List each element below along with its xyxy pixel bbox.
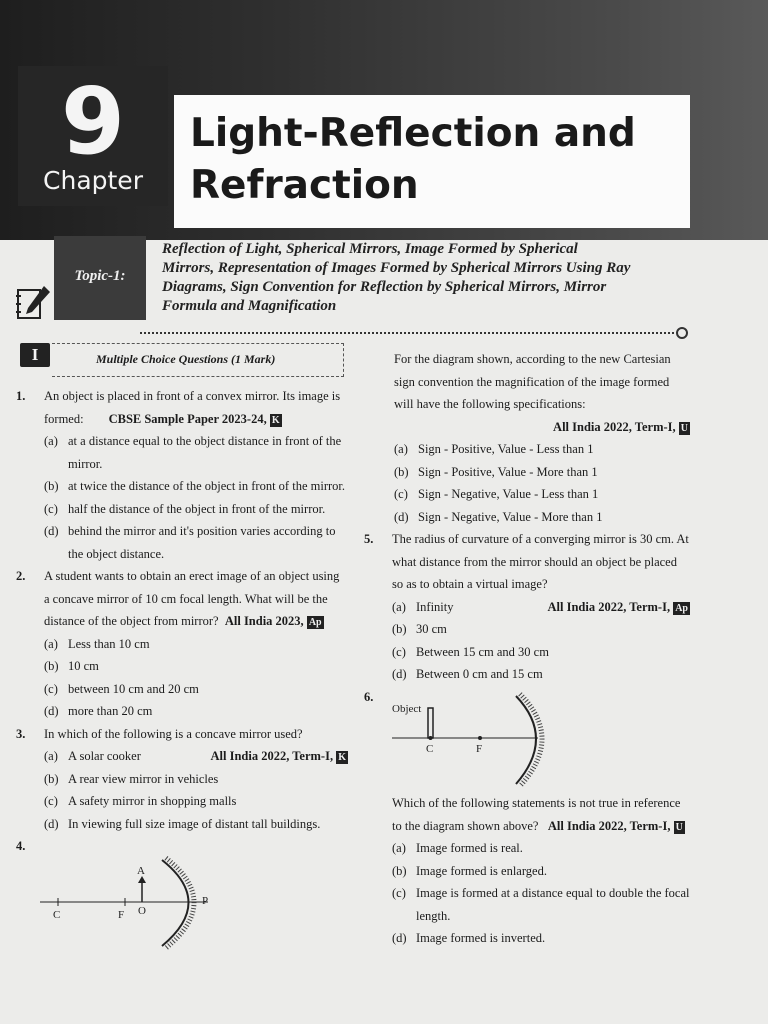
option-letter: (c) [394, 487, 408, 501]
option-text: A solar cooker [68, 749, 141, 763]
option-letter: (d) [394, 509, 409, 524]
question-3 [16, 723, 348, 836]
option-letter: (b) [392, 622, 407, 636]
option [44, 430, 348, 475]
option-letter: (c) [392, 644, 406, 659]
option-text [416, 596, 690, 619]
option [394, 483, 690, 506]
question-6-text [364, 792, 690, 950]
option-text: behind the mirror and it's position varies according to the object distance. [68, 524, 336, 561]
question-5 [364, 528, 690, 686]
option-letter: (b) [392, 863, 407, 878]
option-text: Sign - Positive, Value - More than 1 [418, 464, 598, 479]
option-text: In viewing full size image of distant tall buildings. [68, 816, 321, 831]
option-text: 10 cm [68, 659, 99, 673]
concave-mirror-diagram [388, 692, 558, 792]
option-letter: (a) [44, 434, 58, 448]
option-letter: (c) [44, 794, 58, 808]
question-1 [16, 385, 348, 565]
option [392, 663, 690, 686]
difficulty-tag: Ap [308, 617, 322, 628]
option [44, 790, 348, 813]
option-text [211, 745, 349, 768]
option-text: at twice the distance of the object in front of the mirror. [68, 479, 345, 493]
option [392, 927, 690, 950]
difficulty-tag: K [271, 414, 280, 426]
chapter-title [190, 108, 690, 212]
option-text: Sign - Positive, Value - Less than 1 [418, 442, 594, 456]
option [44, 520, 348, 565]
question-source: All India 2022, Term-I, [553, 419, 676, 434]
option-letter: (c) [44, 681, 58, 696]
option [44, 655, 348, 678]
option-letter: (a) [44, 636, 58, 651]
option-text: half the distance of the object in front of the mirror. [68, 501, 326, 516]
option [44, 700, 348, 723]
label-f: F [476, 743, 483, 755]
question-number: 5. [364, 532, 374, 546]
option [44, 813, 348, 836]
option [392, 641, 690, 664]
option-letter: (c) [392, 886, 406, 900]
option-letter: (d) [44, 524, 59, 538]
difficulty-tag: U [675, 821, 683, 833]
option-text: 30 cm [416, 622, 447, 636]
right-column [364, 348, 690, 708]
question-text: A student wants to obtain an erect image of an object using a concave mirror of 10 cm focal length. What will be the distance of the object from mirror? [44, 569, 340, 628]
label-o: O [138, 905, 146, 917]
option-letter: (b) [44, 479, 59, 493]
option-text: Image formed is enlarged. [416, 863, 547, 878]
object-candle [428, 708, 433, 738]
option-text: Image formed is real. [416, 841, 523, 855]
question-4-text [364, 348, 690, 528]
difficulty-tag: Ap [675, 602, 688, 614]
label-p: P [202, 895, 209, 907]
option [392, 618, 690, 641]
option-text: A safety mirror in shopping malls [68, 794, 237, 808]
chapter-title-line-2: Refraction [190, 163, 419, 208]
label-f: F [118, 909, 125, 921]
option-text: Between 15 cm and 30 cm [416, 644, 549, 659]
topic-text: Reflection of Light, Spherical Mirrors, Image Formed by Spherical Mirrors, Representation of Images Formed by Spherical Mirrors Using Ray Diagrams, Sign Convention for Reflection by Spherical Mirrors, Mirror Formula and Magnification [162, 241, 631, 314]
option-letter: (d) [44, 704, 59, 718]
option-text: A rear view mirror in vehicles [68, 771, 219, 786]
question-number: 6. [364, 689, 374, 704]
chapter-title-line-1: Light-Reflection and [190, 111, 636, 156]
option-letter: (a) [392, 841, 406, 855]
option-text [547, 596, 690, 619]
option-text [68, 745, 348, 768]
option-letter: (b) [44, 771, 59, 786]
topic-divider-end [676, 327, 688, 339]
question-source: All India 2022, Term-I, [547, 818, 671, 833]
option-letter: (d) [44, 816, 59, 831]
question-text: Which of the following statements is not true in reference to the diagram shown above? [392, 796, 681, 833]
question-source: All India 2022, Term-I, [547, 599, 671, 614]
option [44, 633, 348, 656]
option-letter: (b) [394, 464, 409, 479]
option [44, 498, 348, 521]
option [392, 882, 690, 927]
option [392, 596, 690, 619]
chapter-number: 9 [60, 68, 125, 175]
option-text: Sign - Negative, Value - Less than 1 [418, 487, 599, 501]
option-letter: (d) [392, 667, 407, 681]
left-column [16, 385, 348, 858]
option [394, 438, 690, 461]
question-number: 1. [16, 389, 26, 403]
difficulty-tag: K [338, 752, 346, 763]
topic-label: Topic-1: [74, 268, 126, 284]
label-c: C [426, 743, 434, 755]
option [394, 506, 690, 529]
option-text: Image is formed at a distance equal to double the focal length. [416, 886, 690, 923]
question-2 [16, 565, 348, 723]
label-a: A [137, 865, 145, 877]
point-c-dot [429, 736, 433, 740]
mirror-curve [162, 860, 189, 946]
option-text: Sign - Negative, Value - More than 1 [418, 509, 603, 524]
question-text: For the diagram shown, according to the new Cartesian sign convention the magnification of the image formed will have the following specifications: [394, 352, 671, 411]
option-letter: (c) [44, 501, 58, 516]
question-text: In which of the following is a concave mirror used? [44, 726, 303, 741]
option-text: Infinity [416, 599, 454, 614]
difficulty-tag: U [680, 422, 688, 434]
topic-divider [140, 332, 674, 334]
mirror-hatching [166, 858, 194, 948]
option [44, 745, 348, 768]
option [394, 461, 690, 484]
question-source: All India 2023, [224, 614, 304, 628]
question-source: All India 2022, Term-I, [210, 749, 334, 763]
option-text: Between 0 cm and 15 cm [416, 667, 543, 681]
section-number: I [20, 343, 50, 367]
option [44, 475, 348, 498]
option-text: at a distance equal to the object distance in front of the mirror. [68, 434, 342, 471]
option-letter: (a) [44, 749, 58, 763]
object-arrowhead [138, 876, 146, 883]
chapter-word: Chapter [43, 166, 143, 195]
option-text: between 10 cm and 20 cm [68, 681, 199, 696]
mirror-hatching [520, 694, 542, 786]
convex-mirror-diagram [30, 852, 230, 952]
option-letter: (a) [392, 599, 406, 614]
option [44, 678, 348, 701]
option-text: more than 20 cm [68, 704, 153, 718]
label-object: Object [392, 703, 422, 715]
option-text: Less than 10 cm [68, 636, 150, 651]
section-title: Multiple Choice Questions (1 Mark) [52, 343, 344, 377]
question-source: CBSE Sample Paper 2023-24, [108, 411, 267, 426]
option [392, 837, 690, 860]
point-f-dot [478, 736, 482, 740]
option-letter: (d) [392, 931, 407, 945]
question-number: 2. [16, 569, 26, 583]
option-text: Image formed is inverted. [416, 931, 546, 945]
option-letter: (b) [44, 659, 59, 673]
question-text: The radius of curvature of a converging mirror is 30 cm. At what distance from the mirror should an object be placed so as to obtain a virtual image? [392, 532, 689, 591]
label-c: C [53, 909, 61, 921]
option [44, 768, 348, 791]
pencil-notepad-icon [14, 282, 54, 322]
question-number: 3. [16, 726, 26, 741]
question-number: 4. [16, 839, 26, 853]
option-letter: (a) [394, 442, 408, 456]
option [392, 860, 690, 883]
question-text: An object is placed in front of a convex mirror. Its image is formed: [44, 389, 341, 426]
